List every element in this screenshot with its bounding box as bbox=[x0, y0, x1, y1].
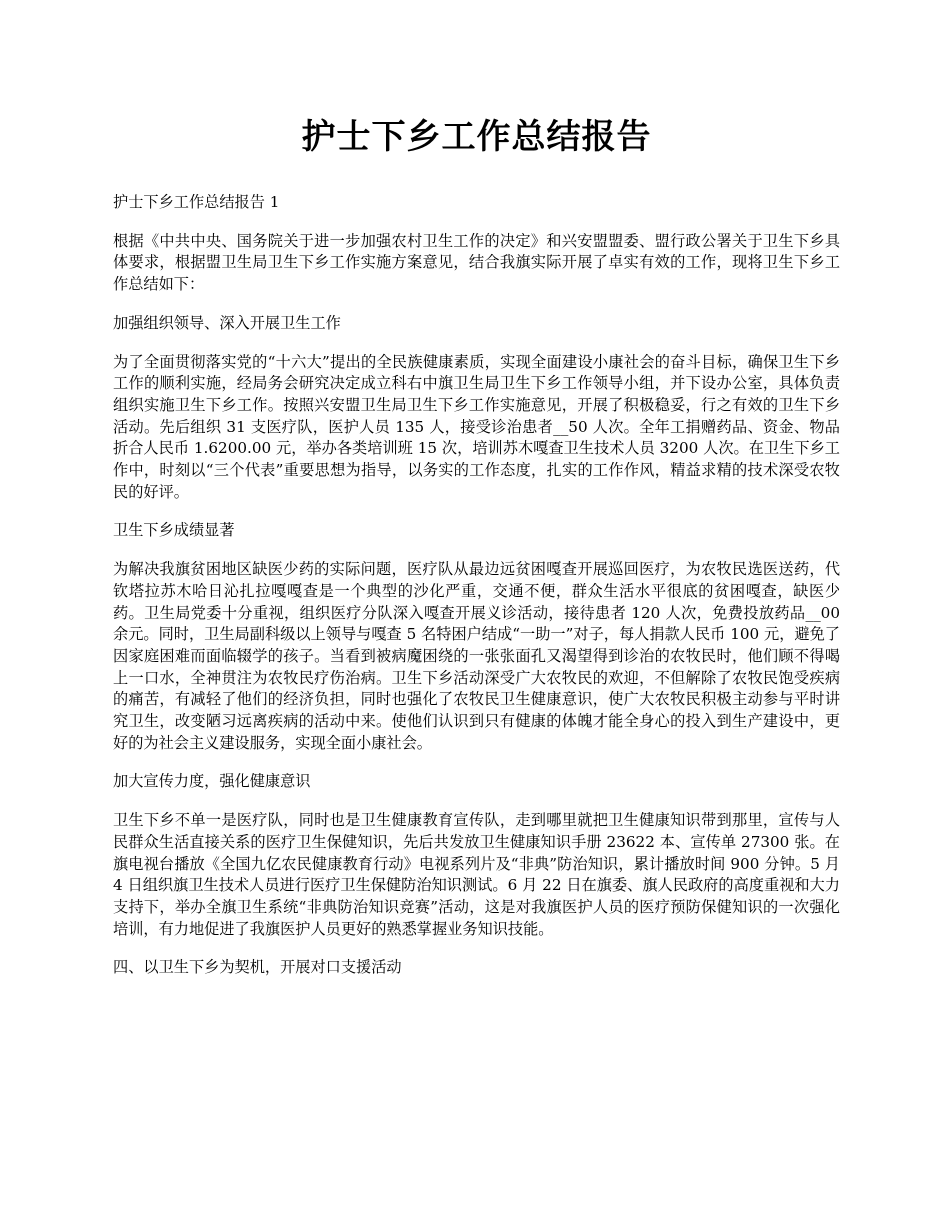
section-heading-achievements: 卫生下乡成绩显著 bbox=[113, 521, 235, 540]
intro-paragraph: 根据《中共中央、国务院关于进一步加强农村卫生工作的决定》和兴安盟盟委、盟行政公署关于卫生下乡具体要求，根据盟卫生局卫生下乡工作实施方案意见，结合我旗实际开展了卓实有效的工作，现将卫生下乡工作总结如下： bbox=[113, 231, 840, 294]
document-page bbox=[113, 112, 840, 996]
report-subtitle: 护士下乡工作总结报告 1 bbox=[113, 193, 280, 211]
section-body-organization: 为了全面贯彻落实党的“十六大”提出的全民族健康素质，实现全面建设小康社会的奋斗目标，确保卫生下乡工作的顺利实施，经局务会研究决定成立科右中旗卫生局卫生下乡工作领导小组，并下设办公室，具体负责组织实施卫生下乡工作。按照兴安盟卫生局卫生下乡工作实施意见，开展了积极稳妥，行之有效的卫生下乡活动。先后组织 31 支医疗队，医护人员 135 人，接受诊治患者__50 人次。全年工捐赠药品、资金、物品折合人民币 1.6200.00 元，举办各类培训班 15 次，培训苏木嘎查卫生技术人员 3200 人次。在卫生下乡工作中，时刻以“三个代表”重要思想为指导，以务实的工作态度，扎实的工作作风，精益求精的技术深受农牧民的好评。 bbox=[113, 352, 840, 501]
section-heading-organization: 加强组织领导、深入开展卫生工作 bbox=[113, 313, 341, 332]
section-heading-publicity: 加大宣传力度，强化健康意识 bbox=[113, 772, 311, 791]
section-heading-support: 四、以卫生下乡为契机，开展对口支援活动 bbox=[113, 958, 402, 977]
section-body-publicity: 卫生下乡不单一是医疗队，同时也是卫生健康教育宣传队，走到哪里就把卫生健康知识带到那里，宣传与人民群众生活直接关系的医疗卫生保健知识，先后共发放卫生健康知识手册 23622 本、宣传单 27300 张。在旗电视台播放《全国九亿农民健康教育行动》电视系列片及“非典”防治知识，累计播放时间 900 分钟。5 月 4 日组织旗卫生技术人员进行医疗卫生保健防治知识测试。6 月 22 日在旗委、旗人民政府的高度重视和大力支持下，举办全旗卫生系统“非典防治知识竞赛”活动，这是对我旗医护人员的医疗预防保健知识的一次强化培训，有力地促进了我旗医护人员更好的熟悉掌握业务知识技能。 bbox=[113, 811, 840, 938]
document-title: 护士下乡工作总结报告 bbox=[301, 117, 652, 157]
section-body-achievements: 为解决我旗贫困地区缺医少药的实际问题，医疗队从最边远贫困嘎查开展巡回医疗，为农牧民选医送药，代钦塔拉苏木哈日沁扎拉嘎嘎查是一个典型的沙化严重，交通不便，群众生活水平很底的贫困嘎查，缺医少药。卫生局党委十分重视，组织医疗分队深入嘎查开展义诊活动，接待患者 120 人次，免费投放药品__00 余元。同时，卫生局副科级以上领导与嘎查 5 名特困户结成“一助一”对子，每人捐款人民币 100 元，避免了因家庭困难而面临辍学的孩子。当看到被病魔困绕的一张张面孔又渴望得到诊治的农牧民时，他们顾不得喝上一口水，全神贯注为农牧民疗伤治病。卫生下乡活动深受广大农牧民的欢迎，不但解除了农牧民饱受疾病的痛苦，有减轻了他们的经济负担，同时也强化了农牧民卫生健康意识，使广大农牧民积极主动参与平时讲究卫生，改变陋习远离疾病的活动中来。使他们认识到只有健康的体魄才能全身心的投入到生产建设中，更好的为社会主义建设服务，实现全面小康社会。 bbox=[113, 560, 840, 752]
